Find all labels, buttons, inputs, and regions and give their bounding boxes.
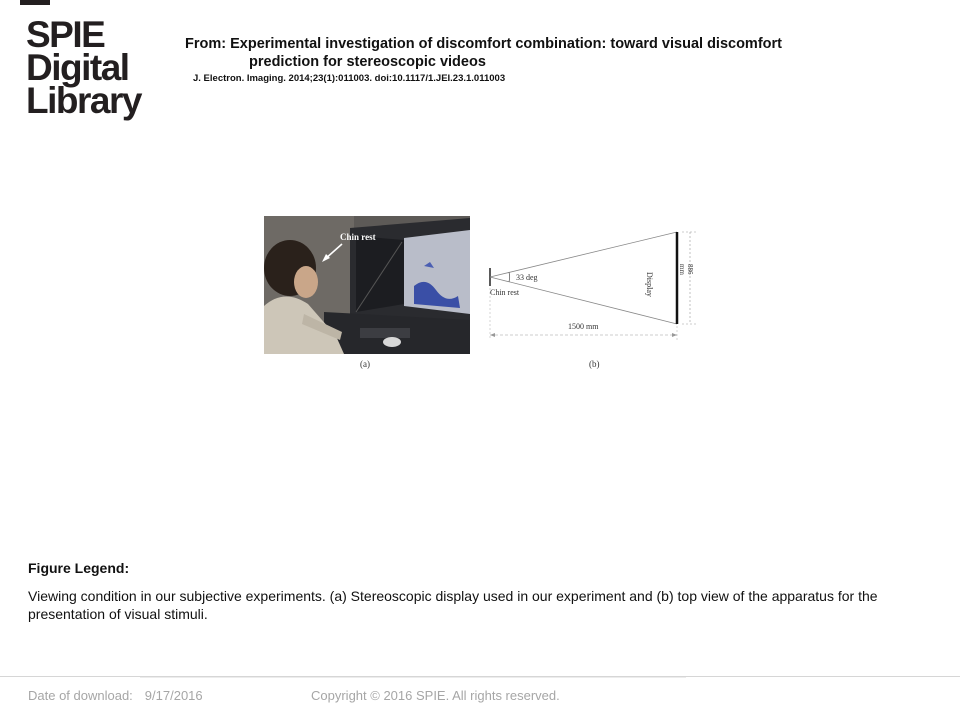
logo-line-1: SPIE (26, 14, 105, 55)
logo-line-2: Digital (26, 47, 129, 88)
footer-divider-shadow (140, 677, 686, 678)
sight-line-top (490, 232, 677, 277)
logo-line-3: Library (26, 80, 141, 121)
top-tab-marker (20, 0, 50, 5)
title-line-1: From: Experimental investigation of discomfort combination: toward visual discomfort (185, 36, 782, 52)
photo-chin-rest-label: Chin rest (340, 232, 376, 242)
figure-legend-text: Viewing condition in our subjective experiments. (a) Stereoscopic display used in our experiment and (b) top view of the apparatus for the presentation of visual stimuli. (28, 588, 878, 622)
diagram-chin-rest-label: Chin rest (490, 288, 520, 297)
article-title (185, 35, 885, 71)
diagram-distance-label: 1500 mm (568, 322, 599, 331)
figure-legend-heading: Figure Legend: (28, 560, 130, 576)
title-line-2: prediction for stereoscopic videos (249, 54, 486, 70)
caption-b: (b) (589, 359, 600, 369)
download-date-label: Date of download: (28, 688, 133, 703)
top-view-diagram (262, 214, 702, 376)
download-date-value: 9/17/2016 (144, 688, 203, 703)
angle-arc (509, 272, 510, 282)
diagram-display-label: Display (645, 272, 654, 297)
copyright-notice: Copyright © 2016 SPIE. All rights reserved. (311, 688, 560, 703)
diagram-display-size-label: 886 mm (678, 264, 694, 275)
caption-a: (a) (360, 359, 370, 369)
citation: J. Electron. Imaging. 2014;23(1):011003. doi:10.1117/1.JEI.23.1.011003 (193, 73, 506, 84)
spie-digital-library-logo (26, 14, 148, 121)
figure (262, 214, 702, 376)
diagram-angle-label: 33 deg (516, 273, 538, 282)
download-date (28, 688, 203, 703)
